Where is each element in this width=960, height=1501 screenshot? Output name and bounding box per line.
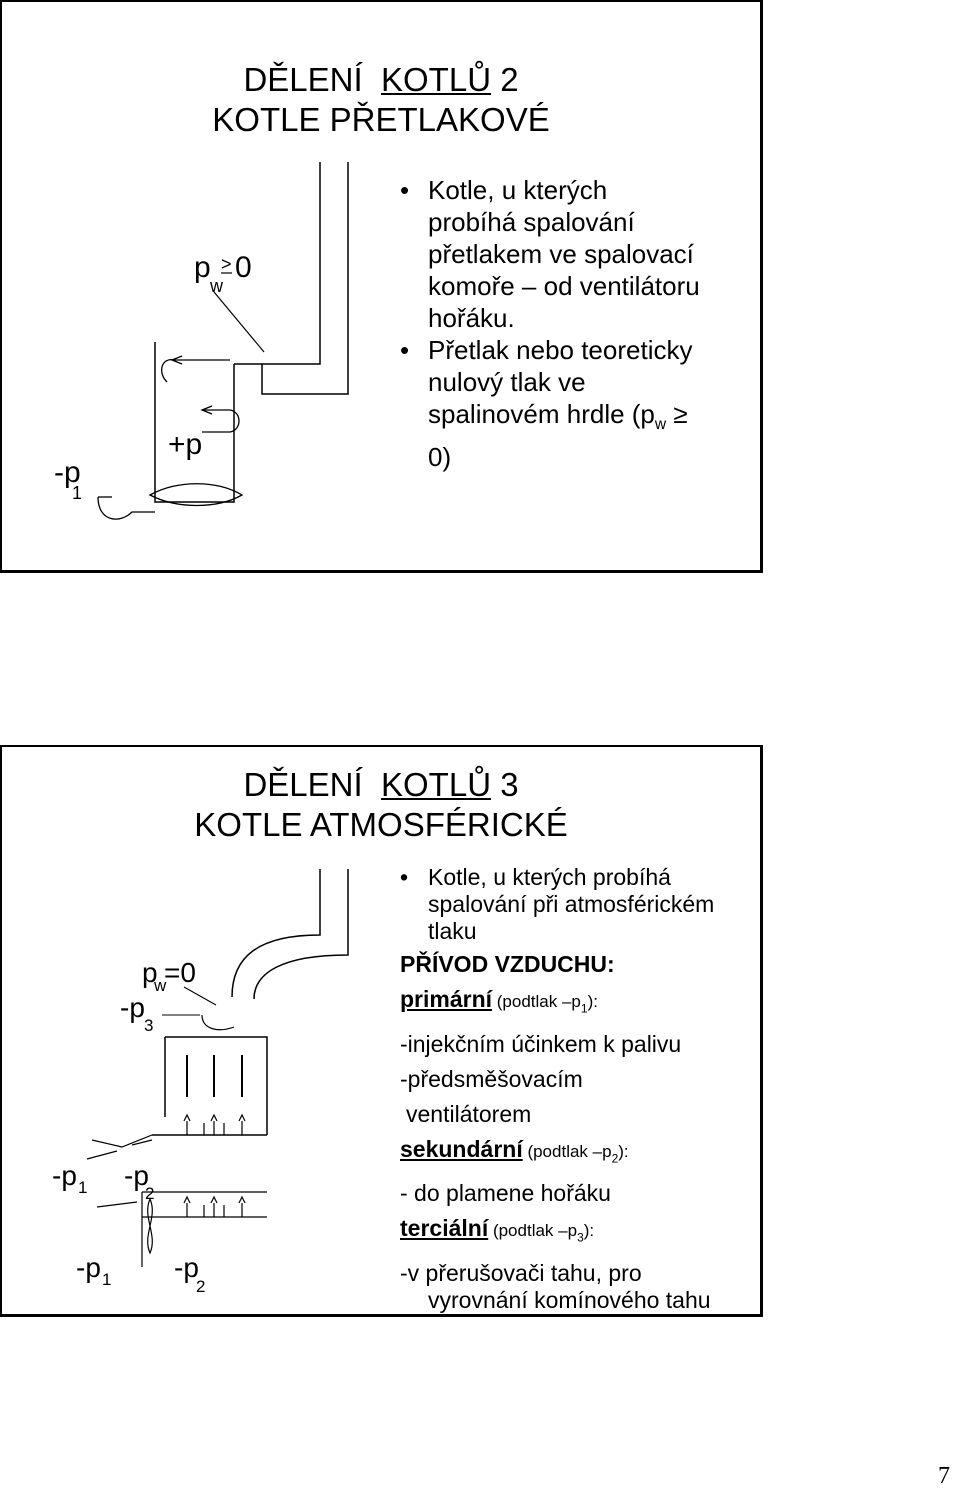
tercialni-line: terciální (podtlak $-p_3$): <box>400 1215 595 1245</box>
bullet-item: • Kotle, u kterých probíhá spalování přetlakem ve spalovací komoře – od ventilátoru hořáku. <box>400 174 700 334</box>
slide2-text <box>400 864 750 1320</box>
flame-row-upper <box>184 1115 245 1135</box>
chimney-outline <box>232 869 320 997</box>
label-minus-p2a: -p <box>124 1160 149 1191</box>
label-pw-sub: w <box>210 276 223 296</box>
label-pw0-value: =0 <box>164 957 196 988</box>
do-plamene-line: - do plamene hořáku <box>400 1180 611 1207</box>
combustion-chamber <box>155 342 234 502</box>
label-ge: > <box>221 254 232 274</box>
prerusovaci-line: -v přerušovači tahu, pro <box>400 1259 642 1286</box>
draft-diverter <box>202 1015 234 1030</box>
bullet-item: • Přetlak nebo teoreticky nulový tlak ve spalinovém hrdle $(p_w \ge 0)$ <box>400 334 700 473</box>
injector-left <box>92 1135 152 1147</box>
label-pw0: p <box>142 957 158 988</box>
label-plus-p: +p <box>168 428 203 461</box>
bullet-item: • • Kotle, u kterých probíhá spalování při atmosférickém tlaku <box>400 864 750 945</box>
label-minus-p2b-sub: 2 <box>196 1277 206 1296</box>
label-minus-p2b: -p <box>174 1252 199 1283</box>
flame-row-lower <box>184 1197 245 1217</box>
title-prefix: DĚLENÍ <box>243 766 363 803</box>
pointer-line <box>184 987 216 1005</box>
privod-heading: PŘÍVOD VZDUCHU: <box>400 951 615 977</box>
page-number: 7 <box>938 1463 950 1489</box>
slide-overpressure-boilers <box>0 0 763 573</box>
title-kotlu: KOTLŮ <box>381 766 492 803</box>
pointer-line <box>214 292 264 352</box>
atmospheric-boiler-diagram <box>2 747 402 1319</box>
title-number: 2 <box>500 61 519 98</box>
vyrovnani-line: vyrovnání komínového tahu <box>428 1286 711 1313</box>
label-minus-p1b-sub: 1 <box>102 1270 112 1289</box>
label-minus-p1a-sub: 1 <box>78 1178 88 1197</box>
label-minus-p1-sub: 1 <box>72 483 83 503</box>
injekcni-line: -injekčním účinkem k palivu <box>400 1030 682 1057</box>
chimney-outline <box>262 162 348 394</box>
slide-atmospheric-boilers <box>0 745 763 1317</box>
title-subtitle: KOTLE ATMOSFÉRICKÉ <box>194 806 568 843</box>
label-minus-p2a-sub: 2 <box>145 1184 155 1203</box>
label-pw: p <box>194 251 211 284</box>
title-number: 3 <box>500 766 519 803</box>
label-minus-p1a: -p <box>52 1160 77 1191</box>
ventilatorem-line: ventilátorem <box>406 1100 532 1127</box>
title-kotlu: KOTLŮ <box>381 61 492 98</box>
predsmesovacim-line: -předsměšovacím <box>400 1065 583 1092</box>
label-minus-p1: -p <box>54 456 81 489</box>
slide1-bullets <box>400 174 700 473</box>
overpressure-boiler-diagram <box>2 2 402 575</box>
burner-inlet <box>98 497 155 519</box>
label-minus-p1b: -p <box>76 1252 101 1283</box>
label-pw0-sub: w <box>154 976 167 995</box>
flow-arrow-1 <box>162 360 230 382</box>
primarni-line: primární (podtlak $-p_1$): <box>400 986 598 1016</box>
label-pw-value: 0 <box>235 251 252 284</box>
label-minus-p3-sub: 3 <box>144 1016 154 1035</box>
fan-icon <box>148 1199 153 1253</box>
title-subtitle: KOTLE PŘETLAKOVÉ <box>212 101 550 138</box>
sekundarni-line: sekundární (podtlak $-p_2$): <box>400 1135 629 1166</box>
title-prefix: DĚLENÍ <box>243 61 363 98</box>
label-minus-p3: -p <box>120 992 145 1023</box>
